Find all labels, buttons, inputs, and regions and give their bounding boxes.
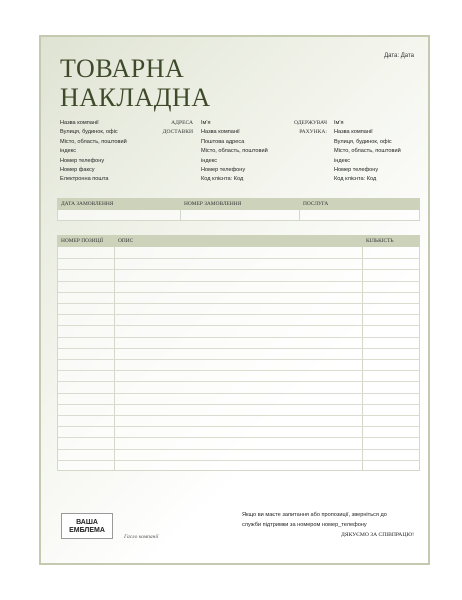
ship-to-phone[interactable]: Номер телефону xyxy=(201,167,246,174)
ship-to-city[interactable]: Місто, область, поштовий xyxy=(201,148,268,155)
table-row-divider xyxy=(58,281,419,282)
logo-line-1: ВАША xyxy=(76,519,98,526)
company-slogan[interactable]: Гасло компанії xyxy=(124,534,159,540)
ship-to-client-code[interactable]: Код клієнта: Код xyxy=(201,176,244,183)
table-row-divider xyxy=(58,437,419,438)
table-row-divider xyxy=(58,292,419,293)
description-header: ОПИС xyxy=(118,238,134,244)
bill-to-phone[interactable]: Номер телефону xyxy=(334,167,379,174)
sender-city[interactable]: Місто, область, поштовий xyxy=(60,138,127,145)
sender-zip[interactable]: індекс xyxy=(60,148,77,155)
title-line-1: ТОВАРНА xyxy=(60,54,185,83)
contact-note xyxy=(242,510,387,530)
contact-line-1: Якщо ви маєте запитання або пропозиції, зверніться до xyxy=(242,512,387,518)
logo-placeholder[interactable] xyxy=(61,513,113,539)
bill-to-label-1: ОДЕРЖУВАЧ xyxy=(293,120,327,126)
sender-street[interactable]: Вулиця, будинок, офіс xyxy=(60,129,118,136)
table-row-divider xyxy=(58,426,419,427)
ship-to-label xyxy=(151,119,193,138)
table-row-divider xyxy=(58,325,419,326)
sender-email[interactable]: Електронна пошта xyxy=(60,176,109,183)
bill-to-company[interactable]: Назва компанії xyxy=(334,129,373,136)
sender-company[interactable]: Назва компанії xyxy=(60,120,99,126)
title-line-2: НАКЛАДНА xyxy=(60,83,211,112)
ship-to-name[interactable]: Ім'я xyxy=(201,120,211,126)
table-row-divider xyxy=(58,303,419,304)
date-line xyxy=(384,53,414,59)
order-date-header: ДАТА ЗАМОВЛЕННЯ xyxy=(61,201,114,207)
table-row-divider xyxy=(58,449,419,450)
bill-to-client-code[interactable]: Код клієнта: Код xyxy=(334,176,377,183)
table-row-divider xyxy=(58,404,419,405)
bill-to-city[interactable]: Місто, область, поштовий xyxy=(334,148,401,155)
bill-to-name[interactable]: Ім'я xyxy=(334,120,344,126)
table-row-divider xyxy=(58,460,419,461)
quantity-header: КІЛЬКІСТЬ xyxy=(366,238,394,244)
table-row-divider xyxy=(58,348,419,349)
ship-to-company[interactable]: Назва компанії xyxy=(201,129,240,136)
bill-to-zip[interactable]: індекс xyxy=(334,157,351,164)
table-row-divider xyxy=(58,359,419,360)
table-row-divider xyxy=(58,393,419,394)
order-table-row[interactable] xyxy=(57,210,420,221)
table-row-divider xyxy=(58,337,419,338)
date-value[interactable]: Дата xyxy=(400,53,414,59)
service-header: ПОСЛУГА xyxy=(303,201,329,207)
table-row-divider xyxy=(58,370,419,371)
ship-to-label-2: ДОСТАВКИ xyxy=(162,129,193,136)
order-number-header: НОМЕР ЗАМОВЛЕННЯ xyxy=(184,201,242,207)
sender-phone[interactable]: Номер телефону xyxy=(60,157,105,164)
items-table-header xyxy=(57,235,420,247)
bill-to-block xyxy=(334,119,401,185)
table-row-divider xyxy=(58,415,419,416)
contact-line-2: служби підтримки за номером номер_телефону xyxy=(242,522,367,528)
table-row-divider xyxy=(58,258,419,259)
bill-to-label-2: РАХУНКА: xyxy=(299,129,327,136)
logo-line-2: ЕМБЛЕМА xyxy=(69,527,105,534)
ship-to-block xyxy=(201,119,268,185)
date-label: Дата: xyxy=(384,53,400,59)
bill-to-street[interactable]: Вулиця, будинок, офіс xyxy=(334,138,392,145)
ship-to-label-1: АДРЕСА xyxy=(171,120,193,126)
table-row-divider xyxy=(58,269,419,270)
order-table-header xyxy=(57,198,420,210)
bill-to-label xyxy=(273,119,327,138)
table-row-divider xyxy=(58,381,419,382)
thanks-note: ДЯКУЄМО ЗА СПІВПРАЦЮ! xyxy=(341,532,414,538)
ship-to-zip[interactable]: індекс xyxy=(201,157,218,164)
sender-block xyxy=(60,119,127,185)
table-row-divider xyxy=(58,314,419,315)
sender-fax[interactable]: Номер факсу xyxy=(60,167,95,174)
item-number-header: НОМЕР ПОЗИЦІЇ xyxy=(61,238,104,244)
invoice-sheet xyxy=(39,35,430,565)
ship-to-postal[interactable]: Поштова адреса xyxy=(201,138,245,145)
